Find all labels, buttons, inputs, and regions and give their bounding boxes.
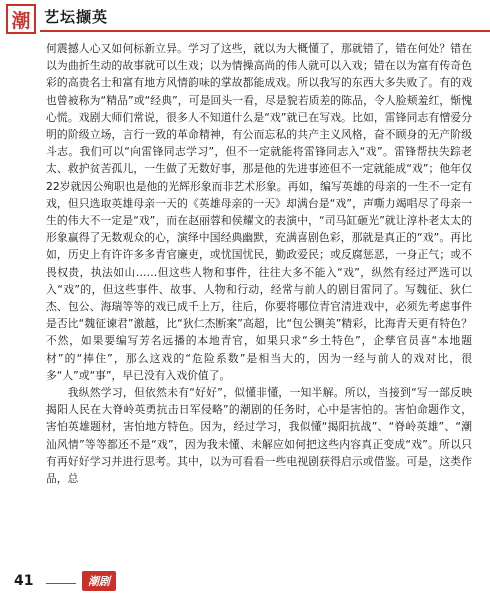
footer-logo-icon: 潮剧 bbox=[82, 571, 116, 591]
magazine-logo-icon: 潮 bbox=[6, 4, 36, 34]
article-body bbox=[46, 40, 472, 487]
footer-divider bbox=[46, 583, 76, 584]
page-header bbox=[0, 0, 490, 38]
article-paragraph-2: 我纵然学习，但依然未有“好好”，似懂非懂，一知半解。所以，当接到“写一部反映揭阳人民在大脊岭英勇抗击日军侵略”的潮剧的任务时，心中是害怕的。害怕命题作文，害怕英雄题材，害怕地方特色。因为，经过学习，我似懂“揭阳抗战”、“脊岭英雄”、“潮汕风情”等等都还不是“戏”，因为我未懂、未解应如何把这些内容真正变成“戏”。所以只有再好好学习并进行思考。其中，以为可看看一些电视剧获得启示或借鉴。可是，这类作品，总 bbox=[46, 386, 472, 486]
section-title: 艺坛撷英 bbox=[44, 8, 109, 26]
header-divider bbox=[40, 30, 490, 32]
page-number: 41 bbox=[14, 573, 34, 589]
article-paragraph-1: 何震撼人心又如何标新立异。学习了这些，就以为大概懂了，那就错了，错在何处？错在以为曲折生动的故事就可以生戏；以为情操高尚的伟人就可以入戏；错在以为富有传奇色彩的高贵名士和富有地方风情韵味的掌故都能成戏。所以我写的东西大多失败了。有的戏也曾被称为“精品”或“经典”，可是回头一看，尽是貌若质差的陈品，令人脸颊羞红，惭愧心慌。戏剧大师们常说，很多人不知道什么是“戏”就已在写戏。比如，雷锋同志有憎爱分明的阶级立场，言行一致的革命精神，有公而忘私的共产主义风格，奋不顾身的无产阶级斗志。我们可以“向雷锋同志学习”，但不一定就能将雷锋同志入“戏”。雷锋帮扶失踪老太、救护贫苦孤儿，一生做了无数好事，那是他的先进事迹但不一定就能成“戏”；他年仅22岁就因公殉职也是他的光辉形象而非艺术形象。再如，编写英雄的母亲的一生不一定有戏，但只选取英雄母亲一天的《英雄母亲的一天》却满台是“戏”，声嘶力竭唱尽了母亲一生的伟大不一定是“戏”，而在赵丽蓉和侯耀文的表演中，“司马缸砸光”就让淳朴老太太的形象赢得了无数观众的心，演绎中国经典幽默，充满喜剧色彩，那就是真正的“戏”。再比如，历史上有许许多多青官廉吏，或忧国忧民，勤政爱民；或反腐惩恶，一身正气；或不畏权贵，执法如山……但这些人物和事件，往往大多不能入“戏”，纵然有经过严选可以入“戏”的，但这些事件、故事、人物和行动，经常与前人的剧目雷同了。写魏征、狄仁杰、包公、海瑞等等的戏已成千上万，往后，你要将哪位青官清进戏中，必须先考虑事件是否比“魏征谏君”激越，比“狄仁杰断案”高超，比“包公铡美”精彩，比海青天更有特色？不然，如果要编写芳名远播的本地青官，如果只求“乡土特色”，企孳官员喜“本地题材”的“捧住”，那么这戏的“危险系数”是相当大的，因为一经与前人的戏对比，很多“人”或“事”，早已没有入戏价值了。 bbox=[46, 42, 472, 382]
